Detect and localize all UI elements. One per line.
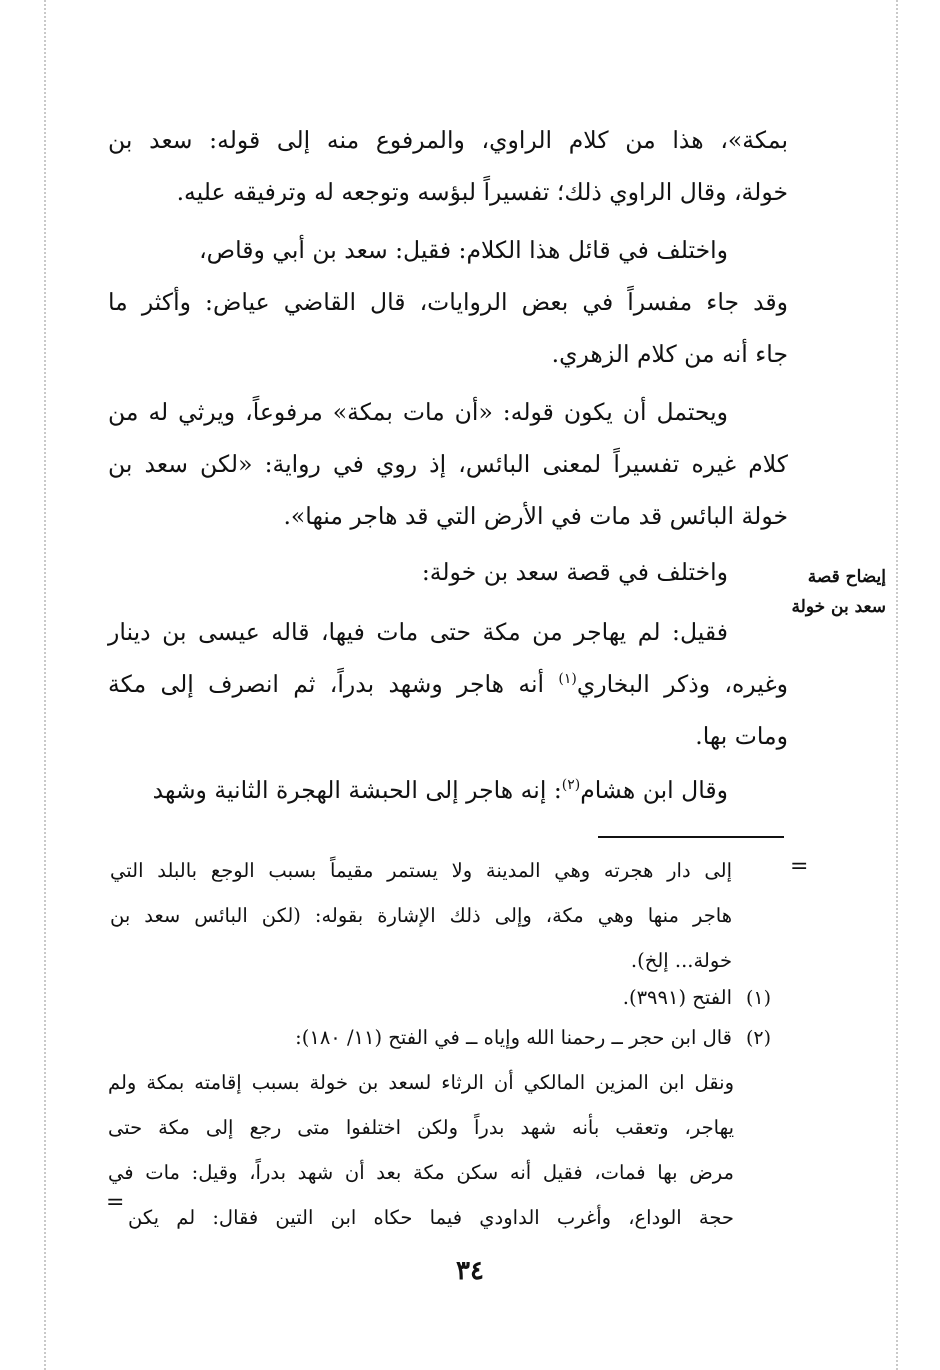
margin-heading [790, 562, 886, 622]
paragraph-2 [108, 224, 788, 380]
footnote-line: هاجر منها وهي مكة، وإلى ذلك الإشارة بقوله: (لكن البائس سعد بن [110, 904, 732, 927]
text-line: خولة، وقال الراوي ذلك؛ تفسيراً لبؤسه وتوجعه له وترفيقه عليه. [176, 178, 788, 206]
text-line [108, 764, 788, 816]
footnote-2-body [108, 1060, 734, 1240]
text-line: ومات بها. [695, 722, 788, 750]
footnote-separator [598, 836, 784, 838]
text-line [108, 658, 788, 710]
continuation-marker: = [790, 854, 809, 879]
paragraph-4 [108, 546, 788, 598]
footnote-ref-1: (١) [558, 671, 577, 688]
text-run: وقال ابن هشام [580, 776, 728, 804]
footnote-line: حجة الوداع، وأغرب الداودي فيما حكاه ابن التين فقال: لم يكن [128, 1206, 734, 1229]
text-line: وقد جاء مفسراً في بعض الروايات، قال القاضي عياض: وأكثر ما [108, 288, 789, 316]
margin-heading-line: إيضاح قصة [807, 567, 886, 587]
footnote-line: يهاجر، وتعقب بأنه شهد بدراً ولكن اختلفوا متى رجع إلى مكة حتى [108, 1116, 734, 1139]
continuation-marker-end: = [106, 1190, 125, 1215]
scan-edge-dots-left [44, 0, 46, 1370]
text-run: أنه هاجر وشهد بدراً، ثم انصرف إلى مكة [108, 670, 559, 698]
text-line: واختلف في قائل هذا الكلام: فقيل: سعد بن أبي وقاص، [199, 236, 728, 264]
footnote-ref-2: (٢) [561, 777, 581, 794]
text-line: واختلف في قصة سعد بن خولة: [421, 558, 728, 586]
footnote-line: الفتح (٣٩٩١). [622, 986, 732, 1009]
footnote-2-label: (٢) [746, 1027, 772, 1049]
text-line: كلام غيره تفسيراً لمعنى البائس، إذ روي في رواية: «لكن سعد بن [108, 450, 788, 478]
footnote-line: إلى دار هجرته وهي المدينة ولا يستمر مقيماً بسبب الوجع بالبلد التي [110, 859, 732, 882]
text-line: بمكة»، هذا من كلام الراوي، والمرفوع منه إلى قوله: سعد بن [108, 126, 788, 154]
footnote-line: ونقل ابن المزين المالكي أن الرثاء لسعد بن خولة بسبب إقامته بمكة ولم [108, 1071, 734, 1094]
paragraph-6 [108, 764, 788, 816]
footnote-line: قال ابن حجر ــ رحمنا الله وإياه ــ في الفتح (١١/ ١٨٠): [295, 1026, 732, 1049]
text-run: وغيره، وذكر البخاري [576, 670, 788, 698]
text-line: فقيل: لم يهاجر من مكة حتى مات فيها، قاله عيسى بن دينار [108, 618, 728, 646]
text-line: ويحتمل أن يكون قوله: «أن مات بمكة» مرفوعاً، ويرثي له من [108, 398, 728, 426]
footnote-2-first-line [110, 1015, 732, 1060]
footnote-1-label: (١) [746, 987, 772, 1009]
footnote-continuation [110, 848, 732, 983]
footnote-line: مرض بها فمات، فقيل أنه سكن مكة بعد أن شهد بدراً، وقيل: مات في [108, 1161, 734, 1184]
text-run: : إنه هاجر إلى الحبشة الهجرة الثانية وشهد [152, 776, 562, 804]
paragraph-1 [108, 114, 788, 218]
text-line: خولة البائس قد مات في الأرض التي قد هاجر منها». [283, 502, 788, 530]
paragraph-5 [108, 606, 788, 762]
footnote-1 [110, 975, 732, 1020]
footnote-line: خولة... إلخ). [630, 949, 732, 972]
scan-edge-dots-right [896, 0, 898, 1370]
text-line: جاء أنه من كلام الزهري. [551, 340, 788, 368]
margin-heading-line: سعد بن خولة [791, 597, 886, 617]
paragraph-3 [108, 386, 788, 542]
page-number: ٣٤ [456, 1256, 484, 1286]
